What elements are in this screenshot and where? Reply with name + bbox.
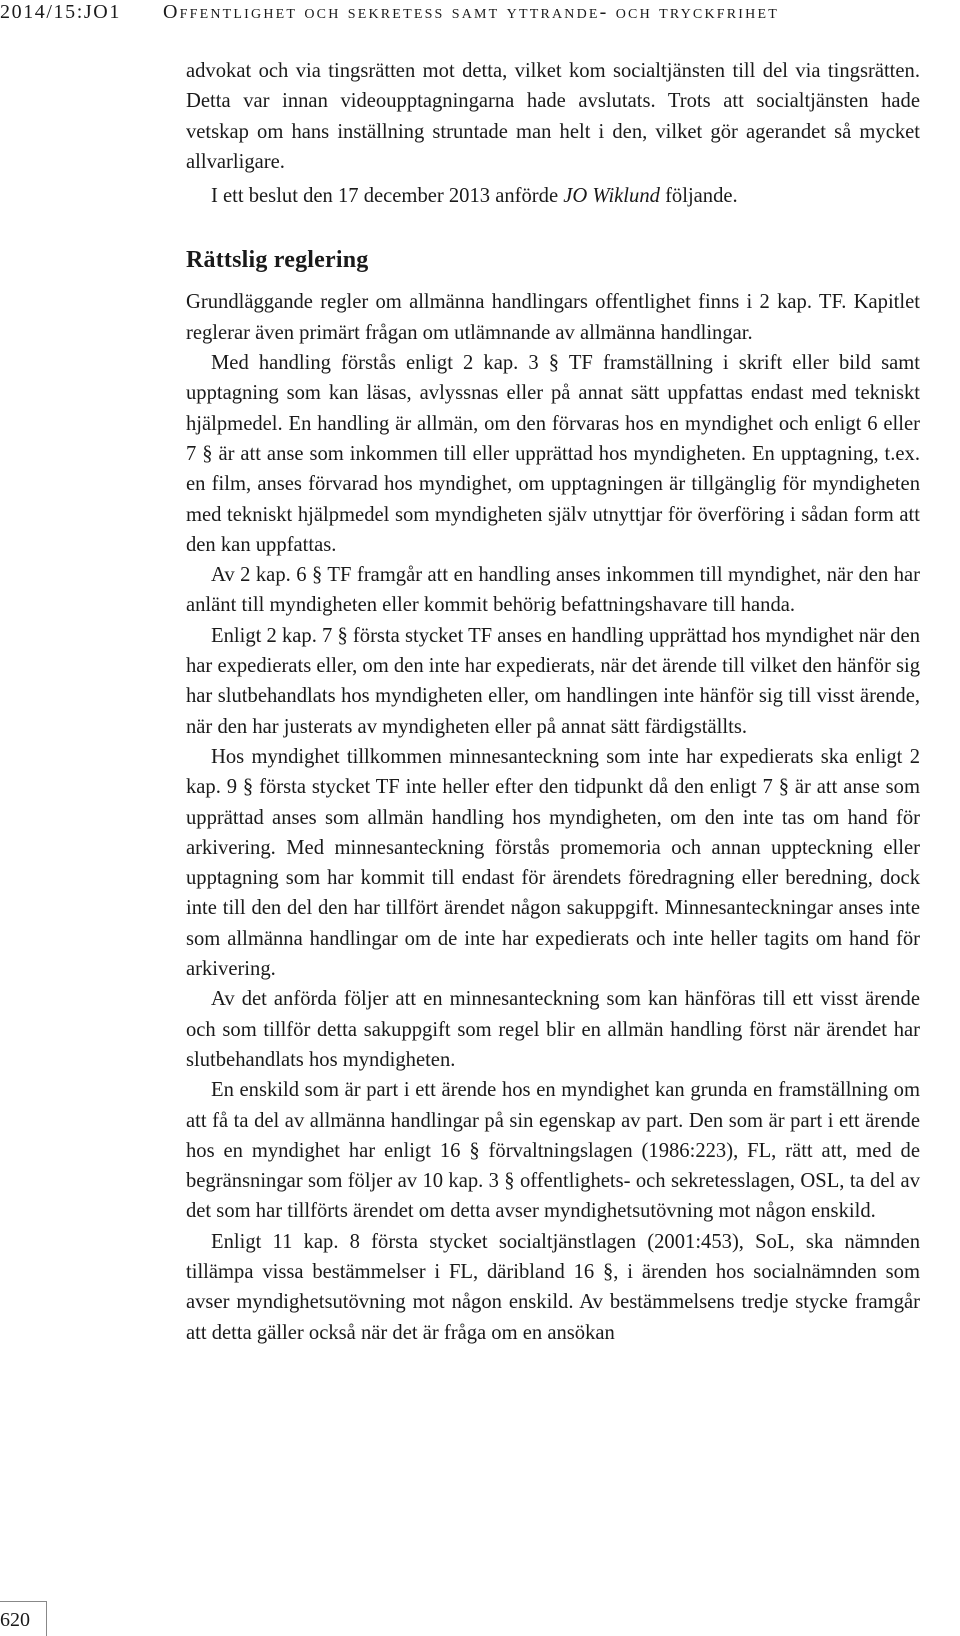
paragraph-drawn-up: Enligt 2 kap. 7 § första stycket TF anses en handling upprättad hos myndighet när den har expedierats eller, om den inte har expedierats, när det ärende till vilket den hänför sig har slutbehandlats hos myndigheten eller, om handlingen inte hänför sig till visst ärende, när den har justerats av myndigheten eller på annat sätt färdigställts. bbox=[186, 624, 920, 738]
section-heading: Rättslig reglering bbox=[186, 247, 369, 274]
jo-name: JO Wiklund bbox=[563, 185, 660, 208]
paragraph-social-services: Enligt 11 kap. 8 första stycket socialtjänstlagen (2001:453), SoL, ska nämnden tillämpa vissa bestämmelser i FL, däribland 16 §, i ärenden hos socialnämnden som avser myndighetsutövning mot någon enskild. Av bestämmelsens tredje stycke framgår att detta gäller också när det är fråga om en ansökan bbox=[186, 1230, 920, 1344]
paragraph-conclusion: Av det anförda följer att en minnesanteckning som kan hänföras till ett visst ärende och som tillför detta sakuppgift som regel blir en allmän handling först när ärendet har slutbehandlats hos myndigheten. bbox=[186, 988, 920, 1071]
running-title: Offentlighet och sekretess samt yttrande- och tryckfrihet bbox=[163, 1, 779, 23]
report-code: 2014/15:JO1 bbox=[0, 1, 121, 23]
page-number: 620 bbox=[0, 1601, 47, 1636]
paragraph-memorandum: Hos myndighet tillkommen minnesanteckning som inte har expedierats ska enligt 2 kap. 9 § första stycket TF inte heller efter den tidpunkt då den enligt 7 § är att anse som upprättad anses som allmän handling hos myndigheten, om den inte tas om hand för arkivering. Med minnesanteckning förstås promemoria och annan uppteckning eller upptagning som har kommit till endast för ärendets föredragning eller beredning, dock inte till den del den har tillfört ärendet någon sakuppgift. Minnesanteckningar anses inte som allmänna handlingar om de inte har expedierats och inte heller tagits om hand för arkivering. bbox=[186, 745, 920, 981]
paragraph-definition: Med handling förstås enligt 2 kap. 3 § TF framställning i skrift eller bild samt upptagning som kan läsas, avlyssnas eller på annat sätt uppfattas endast med tekniskt hjälpmedel. En handling är allmän, om den förvaras hos en myndighet och enligt 6 eller 7 § är att anse som inkommen till eller upprättad hos myndigheten. En upptagning, t.ex. en film, anses förvarad hos myndighet, om upptagningen är tillgänglig för myndigheten med tekniskt hjälpmedel som myndigheten själv utnyttjar för överföring i sådan form att den kan uppfattas. bbox=[186, 352, 920, 556]
decision-intro-text: I ett beslut den 17 december 2013 anförde bbox=[211, 185, 564, 208]
decision-intro-end: följande. bbox=[659, 185, 738, 208]
paragraph-continuation: advokat och via tingsrätten mot detta, vilket kom socialtjänsten till del via tingsrätten. Detta var innan videoupptagningarna hade avslutats. Trots att socialtjänsten hade vetskap om hans inställning struntade man helt i den, vilket gör agerandet så mycket allvarligare. bbox=[186, 60, 920, 173]
running-head bbox=[0, 0, 960, 26]
page-body bbox=[186, 56, 920, 1348]
paragraph-decision-intro bbox=[186, 181, 920, 211]
paragraph-party-access: En enskild som är part i ett ärende hos en myndighet kan grunda en framställning om att få ta del av allmänna handlingar på sin egenskap av part. Den som är part i ett ärende hos en myndighet har enligt 16 § förvaltningslagen (1986:223), FL, rätt att, med de begränsningar som följer av 10 kap. 3 § offentlighets- och sekretesslagen, OSL, ta del av det som har tillförts ärendet om detta avser myndighetsutövning mot någon enskild. bbox=[186, 1079, 920, 1223]
paragraph-received: Av 2 kap. 6 § TF framgår att en handling anses inkommen till myndighet, när den har anlänt till myndigheten eller kommit behörig befattningshavare till handa. bbox=[186, 564, 920, 617]
paragraph-basic-rules: Grundläggande regler om allmänna handlingars offentlighet finns i 2 kap. TF. Kapitlet reglerar även primärt frågan om utlämnande av allmänna handlingar. bbox=[186, 291, 920, 344]
